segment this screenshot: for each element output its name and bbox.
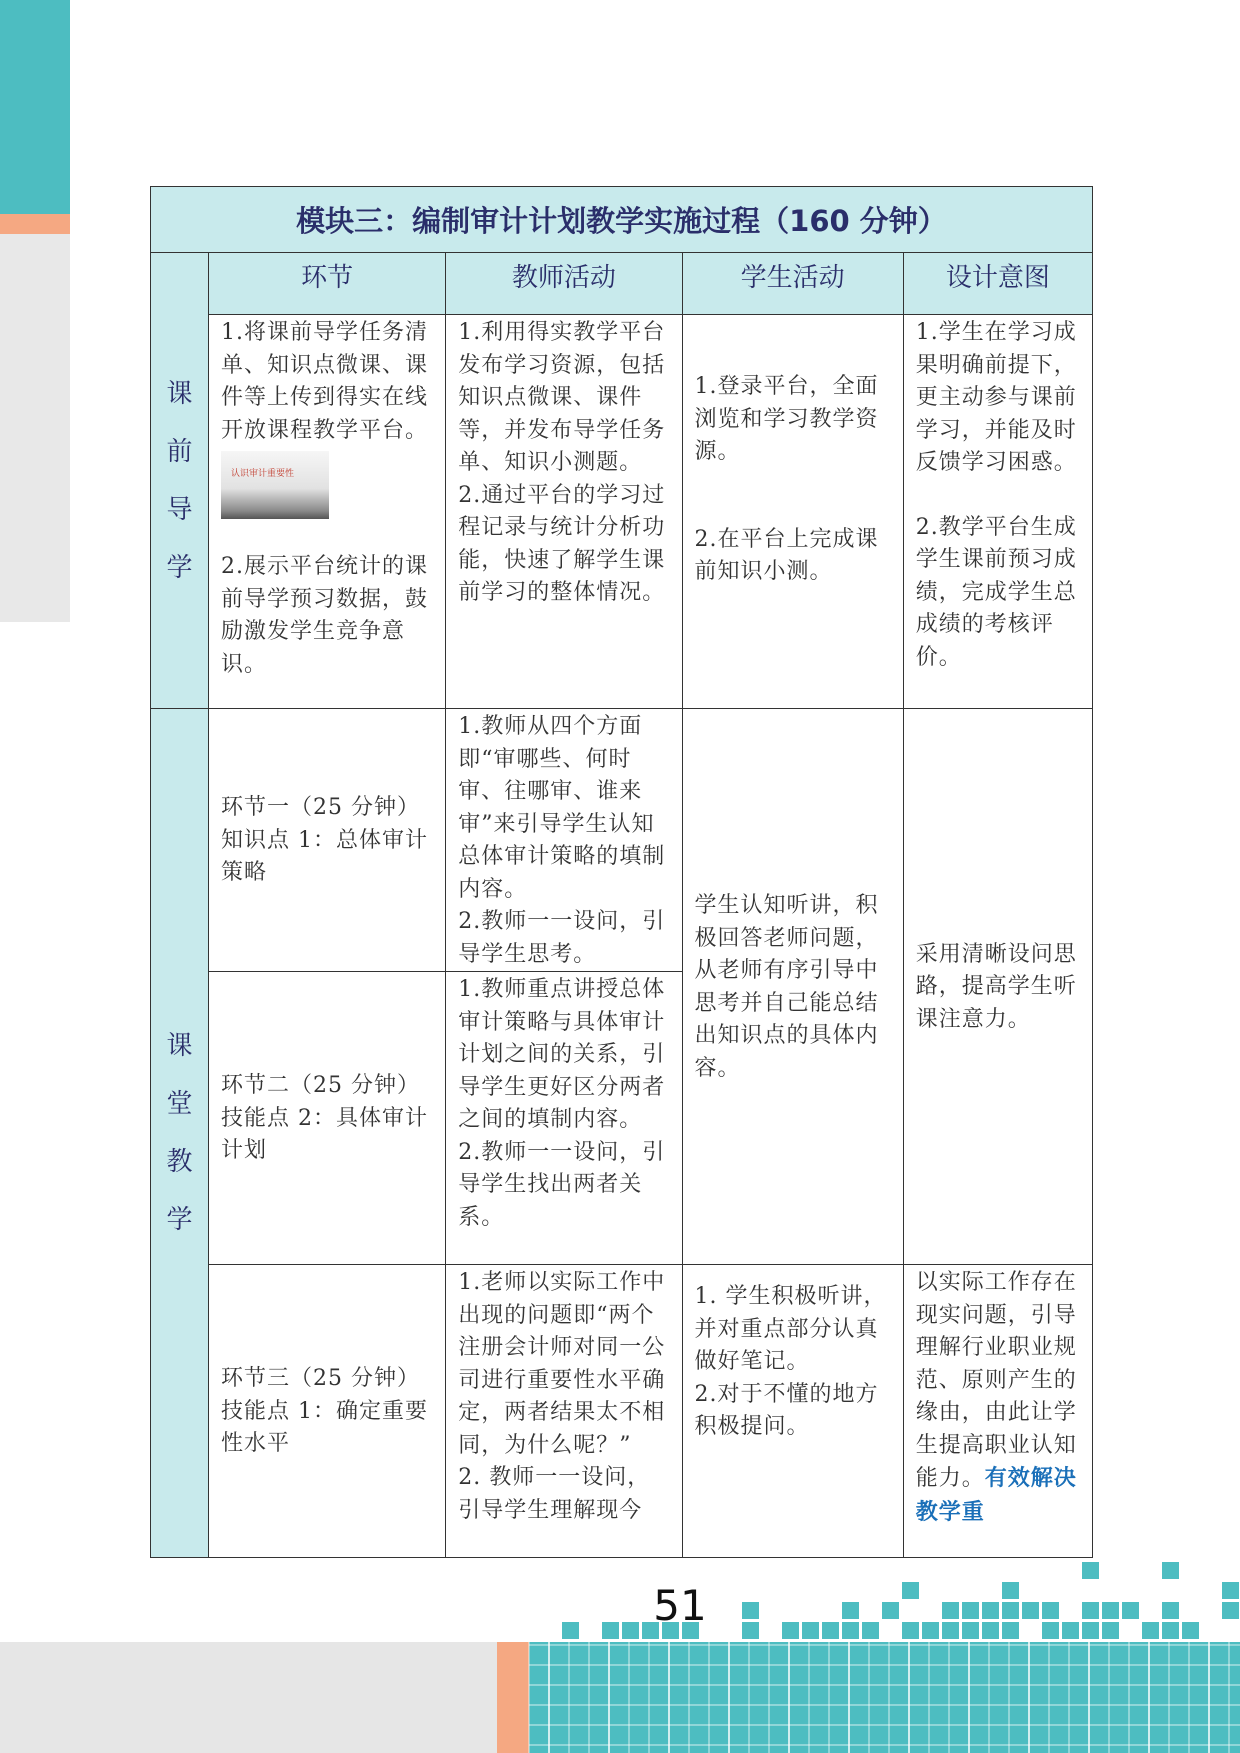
- pre-step-text-b: 2.展示平台统计的课前导学预习数据，鼓励激发学生竞争意识。: [221, 554, 429, 677]
- class3-intent-highlight: 有效解决教学重: [915, 1465, 1077, 1525]
- class12-intent-cell: [903, 709, 1092, 1265]
- class3-step-text: 环节三（25 分钟） 技能点 1：确定重要性水平: [221, 1366, 429, 1457]
- section-label-inclass-text: 课 堂 教 学: [166, 1031, 193, 1235]
- class3-step-cell: [209, 1265, 446, 1558]
- pre-step-text-a: 1.将课前导学任务清单、知识点微课、课件等上传到得实在线开放课程教学平台。: [221, 320, 429, 443]
- class12-intent-text: 采用清晰设问思路，提高学生听课注意力。: [915, 941, 1077, 1032]
- class1-step-text: 环节一（25 分钟） 知识点 1：总体审计策略: [221, 795, 429, 886]
- header-student: 学生活动: [682, 253, 903, 315]
- class3-intent-text: 以实际工作存在现实问题，引导理解行业职业规范、原则产生的缘由，由此让学生提高职业认知能力。: [915, 1270, 1077, 1491]
- header-intent: 设计意图: [903, 253, 1092, 315]
- section-label-preclass-text: 课 前 导 学: [166, 378, 193, 583]
- class3-teacher-cell: [446, 1265, 682, 1558]
- pre-teacher-text: 1.利用得实教学平台发布学习资源，包括知识点微课、课件等，并发布导学任务单、知识小测题。 2.通过平台的学习过程记录与统计分析功能，快速了解学生课前学习的整体情况。: [458, 320, 666, 605]
- class2-step-text: 环节二（25 分钟） 技能点 2：具体审计计划: [221, 1073, 429, 1164]
- page-number: 51: [653, 1581, 707, 1630]
- pre-student-text-b: 2.在平台上完成课前知识小测。: [694, 526, 879, 584]
- pre-teacher-cell: [446, 315, 682, 709]
- class3-student-text: 1. 学生积极听讲，并对重点部分认真做好笔记。 2.对于不懂的地方积极提问。: [694, 1284, 887, 1439]
- class2-step-cell: [209, 972, 446, 1265]
- pre-student-cell: [682, 315, 903, 709]
- pre-intent-text-a: 1.学生在学习成果明确前提下，更主动参与课前学习，并能及时反馈学习困惑。: [915, 320, 1077, 475]
- class3-teacher-text: 1.老师以实际工作中出现的问题即“两个注册会计师对同一公司进行重要性水平确定，两者结果太不相同，为什么呢？” 2. 教师一一设问，引导学生理解现今: [458, 1270, 666, 1523]
- thumbnail-caption: 认识审计重要性: [231, 469, 295, 479]
- class3-intent-cell: [903, 1265, 1092, 1558]
- class2-teacher-text: 1.教师重点讲授总体审计策略与具体审计计划之间的关系，引导学生更好区分两者之间的填制内容。 2.教师一一设问，引导学生找出两者关系。: [458, 977, 666, 1230]
- class12-student-cell: [682, 709, 903, 1265]
- class1-teacher-text: 1.教师从四个方面即“审哪些、何时审、往哪审、谁来审”来引导学生认知总体审计策略的填制内容。 2.教师一一设问，引导学生思考。: [458, 714, 666, 967]
- class3-student-cell: [682, 1265, 903, 1558]
- section-label-inclass: [151, 709, 209, 1558]
- class12-student-text: 学生认知听讲，积极回答老师问题，从老师有序引导中思考并自己能总结出知识点的具体内容。: [694, 893, 879, 1081]
- table-title: 模块三：编制审计计划教学实施过程（160 分钟）: [151, 187, 1093, 253]
- header-teacher: 教师活动: [446, 253, 682, 315]
- pre-intent-text-b: 2.教学平台生成学生课前预习成绩，完成学生总成绩的考核评价。: [915, 514, 1077, 670]
- course-thumbnail-image: [221, 451, 329, 519]
- pre-step-cell: [209, 315, 446, 709]
- class2-teacher-cell: [446, 972, 682, 1265]
- lesson-plan-table: [150, 186, 1093, 1558]
- section-label-preclass: [151, 253, 209, 709]
- pre-intent-cell: [903, 315, 1092, 709]
- class1-step-cell: [209, 709, 446, 972]
- pre-student-text-a: 1.登录平台，全面浏览和学习教学资源。: [694, 374, 879, 464]
- header-step: 环节: [209, 253, 446, 315]
- class1-teacher-cell: [446, 709, 682, 972]
